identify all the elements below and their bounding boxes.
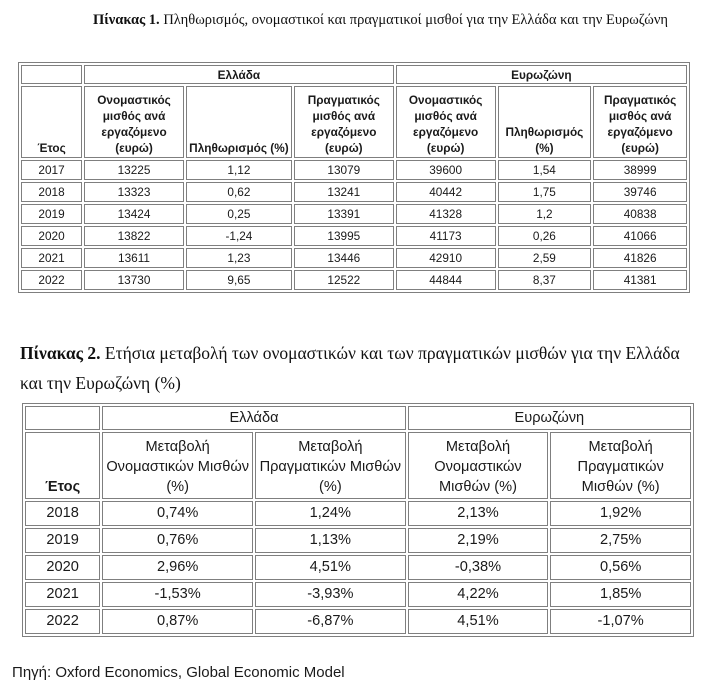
table1-col-header: Ονομαστικός μισθός ανά εργαζόμενο (ευρώ) bbox=[396, 86, 496, 158]
value-cell: 9,65 bbox=[186, 270, 292, 290]
table2-col-header: Μεταβολή Ονομαστικών Μισθών (%) bbox=[102, 432, 253, 499]
table1-empty-corner bbox=[21, 65, 82, 84]
value-cell: 44844 bbox=[396, 270, 496, 290]
value-cell: 4,51% bbox=[255, 555, 406, 580]
year-cell: 2020 bbox=[25, 555, 100, 580]
year-cell: 2021 bbox=[21, 248, 82, 268]
value-cell: 8,37 bbox=[498, 270, 592, 290]
table1-col-header: Πραγματικός μισθός ανά εργαζόμενο (ευρώ) bbox=[294, 86, 394, 158]
table1-col-header: Ονομαστικός μισθός ανά εργαζόμενο (ευρώ) bbox=[84, 86, 184, 158]
source-note: Πηγή: Oxford Economics, Global Economic Model bbox=[12, 664, 345, 681]
table2-col-header: Μεταβολή Πραγματικών Μισθών (%) bbox=[550, 432, 691, 499]
value-cell: -1,24 bbox=[186, 226, 292, 246]
value-cell: 13995 bbox=[294, 226, 394, 246]
value-cell: 13241 bbox=[294, 182, 394, 202]
value-cell: 0,74% bbox=[102, 501, 253, 526]
table1-caption-label: Πίνακας 1. bbox=[93, 12, 160, 28]
value-cell: 2,59 bbox=[498, 248, 592, 268]
value-cell: 12522 bbox=[294, 270, 394, 290]
value-cell: 13822 bbox=[84, 226, 184, 246]
value-cell: 38999 bbox=[593, 160, 687, 180]
table1-year-header: Έτος bbox=[21, 86, 82, 158]
table2-col-header: Μεταβολή Πραγματικών Μισθών (%) bbox=[255, 432, 406, 499]
value-cell: 13730 bbox=[84, 270, 184, 290]
table2-group-eurozone: Ευρωζώνη bbox=[408, 406, 691, 430]
value-cell: 2,75% bbox=[550, 528, 691, 553]
year-cell: 2022 bbox=[21, 270, 82, 290]
value-cell: 40838 bbox=[593, 204, 687, 224]
value-cell: 2,96% bbox=[102, 555, 253, 580]
table1-body bbox=[21, 160, 687, 290]
table-row bbox=[21, 270, 687, 290]
value-cell: 13391 bbox=[294, 204, 394, 224]
value-cell: 1,13% bbox=[255, 528, 406, 553]
value-cell: 13225 bbox=[84, 160, 184, 180]
table1-caption bbox=[93, 8, 673, 32]
value-cell: -0,38% bbox=[408, 555, 549, 580]
year-cell: 2019 bbox=[21, 204, 82, 224]
value-cell: 2,13% bbox=[408, 501, 549, 526]
value-cell: 41826 bbox=[593, 248, 687, 268]
table-row bbox=[21, 248, 687, 268]
table-row bbox=[25, 609, 691, 634]
table1-group-eurozone: Ευρωζώνη bbox=[396, 65, 687, 84]
value-cell: 13323 bbox=[84, 182, 184, 202]
table-row bbox=[25, 555, 691, 580]
value-cell: 13446 bbox=[294, 248, 394, 268]
value-cell: 13611 bbox=[84, 248, 184, 268]
value-cell: -6,87% bbox=[255, 609, 406, 634]
table-row bbox=[21, 160, 687, 180]
value-cell: -1,07% bbox=[550, 609, 691, 634]
value-cell: 39746 bbox=[593, 182, 687, 202]
value-cell: 4,22% bbox=[408, 582, 549, 607]
table1 bbox=[18, 62, 690, 293]
year-cell: 2020 bbox=[21, 226, 82, 246]
table1-col-header: Πληθωρισμός (%) bbox=[186, 86, 292, 158]
year-cell: 2018 bbox=[25, 501, 100, 526]
value-cell: 0,25 bbox=[186, 204, 292, 224]
value-cell: 41066 bbox=[593, 226, 687, 246]
value-cell: 42910 bbox=[396, 248, 496, 268]
table-row bbox=[25, 528, 691, 553]
value-cell: 41328 bbox=[396, 204, 496, 224]
table-row bbox=[21, 182, 687, 202]
value-cell: 4,51% bbox=[408, 609, 549, 634]
value-cell: 0,62 bbox=[186, 182, 292, 202]
year-cell: 2017 bbox=[21, 160, 82, 180]
table2-caption-text: Ετήσια μεταβολή των ονομαστικών και των πραγματικών μισθών για την Ελλάδα και την Ευρωζώνη (%) bbox=[20, 343, 680, 393]
value-cell: 39600 bbox=[396, 160, 496, 180]
table-row bbox=[21, 204, 687, 224]
table2-empty-corner bbox=[25, 406, 100, 430]
table1-col-header: Πληθωρισμός (%) bbox=[498, 86, 592, 158]
table2-caption bbox=[20, 338, 700, 398]
value-cell: 0,76% bbox=[102, 528, 253, 553]
table1-caption-text: Πληθωρισμός, ονομαστικοί και πραγματικοί μισθοί για την Ελλάδα και την Ευρωζώνη bbox=[163, 12, 668, 28]
value-cell: 1,92% bbox=[550, 501, 691, 526]
table2-group-greece: Ελλάδα bbox=[102, 406, 405, 430]
year-cell: 2019 bbox=[25, 528, 100, 553]
value-cell: 41381 bbox=[593, 270, 687, 290]
year-cell: 2021 bbox=[25, 582, 100, 607]
value-cell: 0,26 bbox=[498, 226, 592, 246]
table2 bbox=[22, 403, 694, 637]
table2-body bbox=[25, 501, 691, 634]
value-cell: 1,75 bbox=[498, 182, 592, 202]
value-cell: 13424 bbox=[84, 204, 184, 224]
value-cell: 1,85% bbox=[550, 582, 691, 607]
table-row bbox=[21, 226, 687, 246]
table1-col-header: Πραγματικός μισθός ανά εργαζόμενο (ευρώ) bbox=[593, 86, 687, 158]
value-cell: 1,2 bbox=[498, 204, 592, 224]
value-cell: 40442 bbox=[396, 182, 496, 202]
value-cell: -3,93% bbox=[255, 582, 406, 607]
value-cell: 1,12 bbox=[186, 160, 292, 180]
year-cell: 2022 bbox=[25, 609, 100, 634]
year-cell: 2018 bbox=[21, 182, 82, 202]
value-cell: 0,56% bbox=[550, 555, 691, 580]
value-cell: 13079 bbox=[294, 160, 394, 180]
table1-group-greece: Ελλάδα bbox=[84, 65, 394, 84]
table-row bbox=[25, 501, 691, 526]
value-cell: -1,53% bbox=[102, 582, 253, 607]
table2-year-header: Έτος bbox=[25, 432, 100, 499]
value-cell: 0,87% bbox=[102, 609, 253, 634]
value-cell: 2,19% bbox=[408, 528, 549, 553]
value-cell: 41173 bbox=[396, 226, 496, 246]
table2-col-header: Μεταβολή Ονομαστικών Μισθών (%) bbox=[408, 432, 549, 499]
value-cell: 1,24% bbox=[255, 501, 406, 526]
value-cell: 1,54 bbox=[498, 160, 592, 180]
value-cell: 1,23 bbox=[186, 248, 292, 268]
table-row bbox=[25, 582, 691, 607]
table2-caption-label: Πίνακας 2. bbox=[20, 343, 101, 363]
